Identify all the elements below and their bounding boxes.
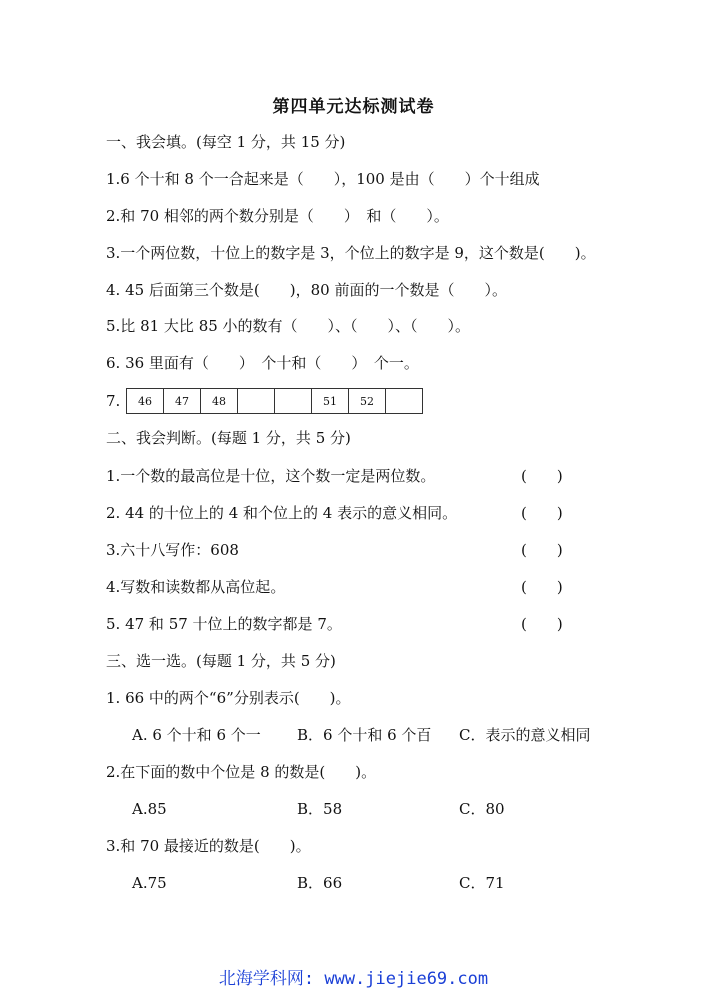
choice-3-option-a: A.75 xyxy=(132,874,167,892)
section1-heading: 一、我会填。(每空 1 分，共 15 分) xyxy=(106,133,346,151)
question-1-5: 5.比 81 大比 85 小的数有（ ）、（ ）、（ ）。 xyxy=(106,317,471,335)
choice-question-1: 1. 66 中的两个“6”分别表示( )。 xyxy=(106,689,351,707)
footer-watermark: 北海学科网: www.jiejie69.com xyxy=(218,969,489,989)
sequence-cell: 46 xyxy=(127,389,164,414)
judge-item-2: 2. 44 的十位上的 4 和个位上的 4 表示的意义相同。 xyxy=(106,504,458,522)
section3-heading: 三、选一选。(每题 1 分，共 5 分) xyxy=(106,652,336,670)
page-title: 第四单元达标测试卷 xyxy=(272,97,435,117)
judge-answer-3: ( ) xyxy=(521,541,563,559)
question-1-4: 4. 45 后面第三个数是( )，80 前面的一个数是（ ）。 xyxy=(106,281,507,299)
sequence-cell: 52 xyxy=(349,389,386,414)
choice-1-option-b: B．6 个十和 6 个百 xyxy=(297,726,432,744)
judge-answer-5: ( ) xyxy=(521,615,563,633)
number-sequence-table xyxy=(126,388,423,414)
judge-answer-4: ( ) xyxy=(521,578,563,596)
sequence-cell: 48 xyxy=(201,389,238,414)
judge-answer-2: ( ) xyxy=(521,504,563,522)
choice-1-option-c: C．表示的意义相同 xyxy=(459,726,591,744)
judge-item-5: 5. 47 和 57 十位上的数字都是 7。 xyxy=(106,615,342,633)
question-1-6: 6. 36 里面有（ ） 个十和（ ） 个一。 xyxy=(106,354,419,372)
sequence-cell-blank xyxy=(238,389,275,414)
sequence-cell: 51 xyxy=(312,389,349,414)
choice-2-option-a: A.85 xyxy=(132,800,167,818)
judge-item-1: 1.一个数的最高位是十位，这个数一定是两位数。 xyxy=(106,467,436,485)
choice-3-option-c: C．71 xyxy=(459,874,505,892)
choice-question-3: 3.和 70 最接近的数是( )。 xyxy=(106,837,311,855)
question-1-7-label: 7. xyxy=(106,392,121,410)
sequence-cell-blank xyxy=(275,389,312,414)
judge-answer-1: ( ) xyxy=(521,467,563,485)
judge-item-3: 3.六十八写作：608 xyxy=(106,541,239,559)
judge-item-4: 4.写数和读数都从高位起。 xyxy=(106,578,286,596)
choice-question-2: 2.在下面的数中个位是 8 的数是( )。 xyxy=(106,763,377,781)
number-sequence-row xyxy=(127,389,423,414)
question-1-1: 1.6 个十和 8 个一合起来是（ ），100 是由（ ）个十组成 xyxy=(106,170,540,188)
sequence-cell: 47 xyxy=(164,389,201,414)
choice-2-option-c: C．80 xyxy=(459,800,505,818)
choice-2-option-b: B．58 xyxy=(297,800,343,818)
choice-3-option-b: B．66 xyxy=(297,874,343,892)
section2-heading: 二、我会判断。(每题 1 分，共 5 分) xyxy=(106,429,351,447)
sequence-cell-blank xyxy=(386,389,423,414)
question-1-2: 2.和 70 相邻的两个数分别是（ ） 和（ ）。 xyxy=(106,207,449,225)
choice-1-option-a: A. 6 个十和 6 个一 xyxy=(132,726,261,744)
question-1-3: 3.一个两位数，十位上的数字是 3，个位上的数字是 9，这个数是( )。 xyxy=(106,244,596,262)
